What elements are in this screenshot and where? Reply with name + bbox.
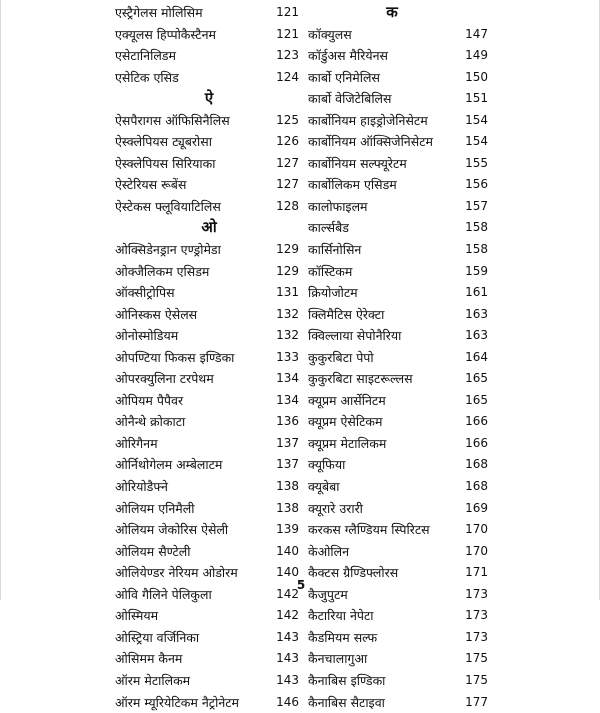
index-entry <box>115 692 303 713</box>
entry-page-number: 140 <box>276 562 299 584</box>
entry-page-number: 166 <box>465 433 488 455</box>
index-entry <box>304 282 488 304</box>
section-letter: ओ <box>201 217 216 239</box>
entry-name: ओलियेण्डर नेरियम ओडोरम <box>115 562 238 584</box>
index-entry <box>304 131 488 153</box>
entry-page-number: 173 <box>465 627 488 649</box>
entry-name: करकस ग्लैण्डियम स्पिरिटस <box>308 519 430 541</box>
entry-name: कैक्टस ग्रैण्डिफ्लोरस <box>308 562 398 584</box>
entry-page-number: 137 <box>276 433 299 455</box>
entry-name: एक्यूलस हिप्पोकैस्टैनम <box>115 24 216 46</box>
entry-name: कैनाबिस सैटाइवा <box>308 692 385 713</box>
entry-name: ओनिस्कस ऐसेलस <box>115 304 197 326</box>
entry-page-number: 173 <box>465 584 488 606</box>
entry-page-number: 156 <box>465 174 488 196</box>
index-entry <box>115 541 303 563</box>
entry-page-number: 166 <box>465 411 488 433</box>
entry-page-number: 134 <box>276 368 299 390</box>
index-entry <box>304 24 488 46</box>
entry-page-number: 127 <box>276 153 299 175</box>
index-entry <box>115 45 303 67</box>
entry-page-number: 129 <box>276 239 299 261</box>
entry-page-number: 132 <box>276 304 299 326</box>
entry-page-number: 158 <box>465 217 488 239</box>
entry-page-number: 151 <box>465 88 488 110</box>
index-entry <box>115 519 303 541</box>
entry-name: ऐस्क्लेपियस ट्यूबरोसा <box>115 131 212 153</box>
entry-page-number: 121 <box>276 2 299 24</box>
index-entry <box>115 325 303 347</box>
index-entry <box>115 498 303 520</box>
entry-name: ओक्सिडेनड्रान एण्ड्रोमेडा <box>115 239 221 261</box>
index-entry <box>304 196 488 218</box>
index-entry <box>115 670 303 692</box>
entry-name: ओलियम एनिमैली <box>115 498 194 520</box>
index-entry <box>115 24 303 46</box>
entry-page-number: 169 <box>465 498 488 520</box>
entry-name: क्लिमैटिस ऐरेक्टा <box>308 304 384 326</box>
index-entry <box>115 2 303 24</box>
index-entry <box>304 670 488 692</box>
entry-name: एसेटानिलिडम <box>115 45 176 67</box>
entry-name: ओर्निथोगेलम अम्बेलाटम <box>115 454 222 476</box>
entry-page-number: 147 <box>465 24 488 46</box>
entry-page-number: 143 <box>276 670 299 692</box>
entry-page-number: 129 <box>276 261 299 283</box>
entry-name: ऐसपैरागस ऑफिसिनैलिस <box>115 110 230 132</box>
entry-page-number: 168 <box>465 454 488 476</box>
index-entry <box>304 541 488 563</box>
entry-page-number: 168 <box>465 476 488 498</box>
index-entry <box>115 131 303 153</box>
index-entry <box>304 110 488 132</box>
index-entry <box>304 390 488 412</box>
entry-page-number: 154 <box>465 110 488 132</box>
entry-page-number: 128 <box>276 196 299 218</box>
index-entry <box>304 368 488 390</box>
entry-name: कार्बोनियम सल्फ्यूरेटम <box>308 153 407 175</box>
entry-name: ओपरक्युलिना टरपेथम <box>115 368 214 390</box>
index-entry <box>115 433 303 455</box>
index-entry <box>115 411 303 433</box>
entry-name: ओपण्टिया फिकस इण्डिका <box>115 347 234 369</box>
entry-name: कार्बोलिकम एसिडम <box>308 174 397 196</box>
index-entry <box>304 411 488 433</box>
index-entry <box>304 325 488 347</box>
entry-name: कॉस्टिकम <box>308 261 352 283</box>
entry-page-number: 124 <box>276 67 299 89</box>
index-entry <box>304 627 488 649</box>
section-letter: क <box>386 2 398 24</box>
entry-name: क्यूप्रम आर्सेनिटम <box>308 390 386 412</box>
entry-page-number: 123 <box>276 45 299 67</box>
section-letter-heading <box>115 217 303 239</box>
index-entry <box>304 605 488 627</box>
entry-page-number: 143 <box>276 627 299 649</box>
index-entry <box>115 347 303 369</box>
index-entry <box>304 692 488 713</box>
entry-name: कार्बोनियम हाइड्रोजेनिसेटम <box>308 110 428 132</box>
entry-name: ओनोस्मोडियम <box>115 325 178 347</box>
entry-page-number: 138 <box>276 498 299 520</box>
entry-name: ऑरम मेटालिकम <box>115 670 190 692</box>
entry-page-number: 139 <box>276 519 299 541</box>
entry-page-number: 133 <box>276 347 299 369</box>
index-entry <box>304 174 488 196</box>
entry-name: क्यूबेबा <box>308 476 339 498</box>
index-entry <box>115 368 303 390</box>
entry-page-number: 177 <box>465 692 488 713</box>
entry-page-number: 161 <box>465 282 488 304</box>
entry-page-number: 164 <box>465 347 488 369</box>
entry-name: कुकुरबिटा साइटरूल्लस <box>308 368 413 390</box>
entry-name: केओलिन <box>308 541 349 563</box>
index-entry <box>115 627 303 649</box>
index-entry <box>115 239 303 261</box>
index-entry <box>304 239 488 261</box>
section-letter: ऐ <box>205 88 213 110</box>
entry-page-number: 121 <box>276 24 299 46</box>
entry-name: क्यूप्रम ऐसेटिकम <box>308 411 382 433</box>
entry-name: कॉर्डुअस मैरियेनस <box>308 45 388 67</box>
entry-page-number: 150 <box>465 67 488 89</box>
index-entry <box>115 605 303 627</box>
index-entry <box>115 153 303 175</box>
entry-name: क्यूप्रम मेटालिकम <box>308 433 386 455</box>
entry-page-number: 149 <box>465 45 488 67</box>
entry-name: ऐस्टेरियस रूबेंस <box>115 174 186 196</box>
entry-page-number: 154 <box>465 131 488 153</box>
entry-name: क्विल्लाया सेपोनैरिया <box>308 325 401 347</box>
index-entry <box>304 433 488 455</box>
entry-page-number: 126 <box>276 131 299 153</box>
index-entry <box>304 476 488 498</box>
entry-name: कैटारिया नेपेटा <box>308 605 374 627</box>
entry-name: कैनचालागुआ <box>308 648 367 670</box>
entry-page-number: 131 <box>276 282 299 304</box>
entry-page-number: 142 <box>276 605 299 627</box>
entry-name: ओपियम पैपैवर <box>115 390 183 412</box>
entry-name: कैडमियम सल्फ <box>308 627 377 649</box>
entry-page-number: 159 <box>465 261 488 283</box>
index-entry <box>304 261 488 283</box>
index-entry <box>115 304 303 326</box>
entry-page-number: 134 <box>276 390 299 412</box>
entry-page-number: 157 <box>465 196 488 218</box>
entry-page-number: 171 <box>465 562 488 584</box>
entry-name: ओस्ट्रिया वर्जिनिका <box>115 627 199 649</box>
entry-name: क्रियोजोटम <box>308 282 358 304</box>
index-entry <box>304 88 488 110</box>
entry-name: ओक्जैलिकम एसिडम <box>115 261 209 283</box>
entry-name: ओसिमम कैनम <box>115 648 182 670</box>
index-entry <box>304 153 488 175</box>
entry-name: कुकुरबिटा पेपो <box>308 347 374 369</box>
entry-name: कॉक्युलस <box>308 24 352 46</box>
entry-page-number: 146 <box>276 692 299 713</box>
index-entry <box>304 67 488 89</box>
entry-page-number: 140 <box>276 541 299 563</box>
entry-page-number: 165 <box>465 390 488 412</box>
right-index-column <box>304 2 488 713</box>
index-entry <box>304 498 488 520</box>
entry-page-number: 125 <box>276 110 299 132</box>
entry-page-number: 170 <box>465 519 488 541</box>
entry-page-number: 173 <box>465 605 488 627</box>
entry-page-number: 175 <box>465 648 488 670</box>
index-entry <box>304 304 488 326</box>
entry-name: कार्सिनोसिन <box>308 239 361 261</box>
index-entry <box>115 261 303 283</box>
entry-name: एस्ट्रैगेलस मोलिसिम <box>115 2 203 24</box>
entry-name: कैनाबिस इण्डिका <box>308 670 385 692</box>
entry-name: ओवि गैलिने पेलिकुला <box>115 584 212 606</box>
entry-page-number: 132 <box>276 325 299 347</box>
entry-page-number: 143 <box>276 648 299 670</box>
page-number: 5 <box>1 578 600 592</box>
entry-name: कार्बो एनिमेलिस <box>308 67 380 89</box>
entry-name: ओस्मियम <box>115 605 158 627</box>
entry-name: कार्बो वेजिटेबिलिस <box>308 88 392 110</box>
entry-name: ऐस्टेकस फ्लूवियाटिलिस <box>115 196 221 218</box>
index-entry <box>115 390 303 412</box>
index-entry <box>115 67 303 89</box>
index-entry <box>115 476 303 498</box>
index-entry <box>115 454 303 476</box>
entry-page-number: 142 <box>276 584 299 606</box>
entry-name: ओरियोडैफ्ने <box>115 476 168 498</box>
entry-page-number: 170 <box>465 541 488 563</box>
index-entry <box>115 196 303 218</box>
entry-name: क्यूफिया <box>308 454 345 476</box>
entry-page-number: 163 <box>465 325 488 347</box>
entry-name: ओनैन्थे क्रोकाटा <box>115 411 185 433</box>
entry-name: कार्ल्सबैड <box>308 217 349 239</box>
entry-name: ओलियम जेकोरिस ऐसेली <box>115 519 228 541</box>
index-entry <box>115 648 303 670</box>
index-entry <box>115 110 303 132</box>
index-entry <box>115 174 303 196</box>
index-entry <box>304 519 488 541</box>
entry-name: एसेटिक एसिड <box>115 67 179 89</box>
index-entry <box>115 282 303 304</box>
entry-name: कालोफाइलम <box>308 196 368 218</box>
entry-name: ऑक्सीट्रोपिस <box>115 282 175 304</box>
index-entry <box>304 454 488 476</box>
entry-name: क्यूरारे उरारी <box>308 498 363 520</box>
entry-page-number: 175 <box>465 670 488 692</box>
entry-page-number: 138 <box>276 476 299 498</box>
entry-page-number: 163 <box>465 304 488 326</box>
entry-page-number: 136 <box>276 411 299 433</box>
entry-page-number: 158 <box>465 239 488 261</box>
index-entry <box>304 648 488 670</box>
section-letter-heading <box>304 2 488 24</box>
index-entry <box>304 217 488 239</box>
entry-name: ओरिगैनम <box>115 433 158 455</box>
index-entry <box>304 347 488 369</box>
entry-name: ऐस्क्लेपियस सिरियाका <box>115 153 215 175</box>
entry-page-number: 165 <box>465 368 488 390</box>
left-index-column <box>115 2 303 713</box>
entry-page-number: 127 <box>276 174 299 196</box>
section-letter-heading <box>115 88 303 110</box>
entry-name: ऑरम म्यूरियेटिकम नैट्रोनेटम <box>115 692 239 713</box>
entry-page-number: 137 <box>276 454 299 476</box>
index-entry <box>304 45 488 67</box>
entry-name: कैजुपुटम <box>308 584 348 606</box>
entry-page-number: 155 <box>465 153 488 175</box>
entry-name: ओलियम सैण्टेली <box>115 541 190 563</box>
entry-name: कार्बोनियम ऑक्सिजेनिसेटम <box>308 131 433 153</box>
